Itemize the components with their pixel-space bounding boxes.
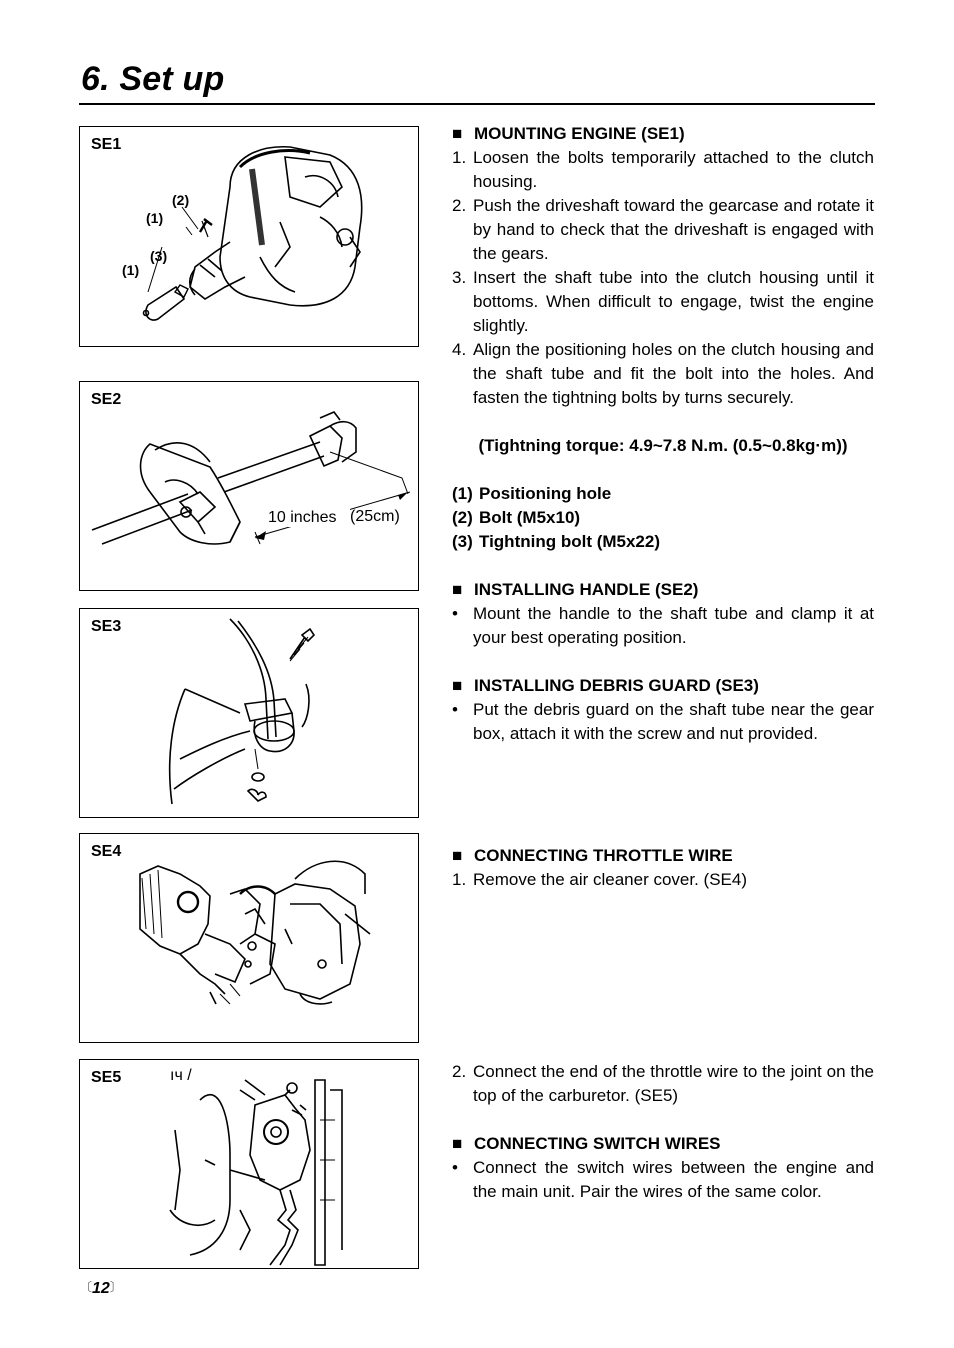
legend-item: (2) Bolt (M5x10) <box>452 508 581 527</box>
bullet-marker: • <box>452 700 458 719</box>
callout-2: (2) <box>172 192 190 208</box>
step-number: 1. <box>452 870 467 889</box>
figure-label: SE4 <box>91 843 122 860</box>
bullet-text: Connect the switch wires between the engine and the main unit. Pair the wires of the same color. <box>473 1158 874 1201</box>
step-number: 4. <box>452 340 467 359</box>
square-marker: ■ <box>452 1134 463 1153</box>
section-heading <box>452 122 874 146</box>
bullet-marker: • <box>452 604 458 623</box>
step-item <box>452 868 874 892</box>
throttle-wire-continued <box>452 1060 874 1204</box>
carburetor-illustration <box>80 1060 418 1268</box>
page-title: 6. Set up <box>81 60 225 98</box>
square-marker: ■ <box>452 846 463 865</box>
step-number: 2. <box>452 1062 467 1081</box>
figure-label: SE3 <box>91 618 122 635</box>
step-text: Insert the shaft tube into the clutch housing until it bottoms. When difficult to engage, twist the engine slightly. <box>473 268 874 335</box>
dimension-cm: (25cm) <box>350 508 400 525</box>
dimension-inches: 10 inches <box>268 509 337 526</box>
step-item <box>452 1060 874 1108</box>
step-number: 1. <box>452 148 467 167</box>
debris-guard-illustration <box>80 609 418 817</box>
section-heading <box>452 674 874 698</box>
step-item <box>452 194 874 266</box>
legend-item: (1) Positioning hole <box>452 484 612 503</box>
bullet-item <box>452 698 874 746</box>
page-number: 〔12〕 <box>80 1280 122 1297</box>
square-marker: ■ <box>452 124 463 143</box>
steps-list <box>452 146 874 410</box>
section-heading <box>452 578 874 602</box>
heading-text: INSTALLING DEBRIS GUARD (SE3) <box>474 676 759 695</box>
throttle-wire-section <box>452 844 874 892</box>
step-item <box>452 146 874 194</box>
figure-se4 <box>79 833 419 1043</box>
figure-se2 <box>79 381 419 591</box>
section-heading <box>452 1132 874 1156</box>
figure-se3 <box>79 608 419 818</box>
heading-text: MOUNTING ENGINE (SE1) <box>474 124 685 143</box>
step-text: Remove the air cleaner cover. (SE4) <box>473 870 748 889</box>
step-item <box>452 338 874 410</box>
step-text: Connect the end of the throttle wire to the joint on the top of the carburetor. (SE5) <box>473 1062 874 1105</box>
bullet-marker: • <box>452 1158 458 1177</box>
figure-label: SE5 <box>91 1069 122 1086</box>
heading-text: CONNECTING THROTTLE WIRE <box>474 846 733 865</box>
bullet-item <box>452 602 874 650</box>
square-marker: ■ <box>452 676 463 695</box>
step-number: 2. <box>452 196 467 215</box>
step-text: Push the driveshaft toward the gearcase and rotate it by hand to check that the driveshaft is engaged with the gears. <box>473 196 874 263</box>
heading-text: INSTALLING HANDLE (SE2) <box>474 580 699 599</box>
bullet-text: Mount the handle to the shaft tube and clamp it at your best operating position. <box>473 604 874 647</box>
step-number: 3. <box>452 268 467 287</box>
air-cleaner-illustration <box>80 834 418 1042</box>
heading-text: CONNECTING SWITCH WIRES <box>474 1134 721 1153</box>
square-marker: ■ <box>452 580 463 599</box>
step-text: Align the positioning holes on the clutch housing and the shaft tube and fit the bolt into the holes. And fasten the tightning bolts by turns securely. <box>473 340 874 407</box>
callout-1-lower: (1) <box>122 262 140 278</box>
title-rule <box>79 103 875 105</box>
step-item <box>452 266 874 338</box>
callout-3: (3) <box>150 248 168 264</box>
bullet-text: Put the debris guard on the shaft tube near the gear box, attach it with the screw and nut provided. <box>473 700 874 743</box>
bullet-item <box>452 1156 874 1204</box>
mounting-engine-section <box>452 122 874 746</box>
torque-spec: (Tightning torque: 4.9~7.8 N.m. (0.5~0.8kg·m)) <box>478 436 848 455</box>
figure-label: SE1 <box>91 136 122 153</box>
step-text: Loosen the bolts temporarily attached to the clutch housing. <box>473 148 874 191</box>
handwritten-note: ıч / <box>170 1067 192 1084</box>
section-heading <box>452 844 874 868</box>
engine-illustration <box>80 127 418 346</box>
figure-se1 <box>79 126 419 347</box>
callout-1-upper: (1) <box>146 210 164 226</box>
figure-label: SE2 <box>91 391 122 408</box>
handle-illustration <box>80 382 418 590</box>
figure-se5 <box>79 1059 419 1269</box>
legend-item: (3) Tightning bolt (M5x22) <box>452 532 661 551</box>
